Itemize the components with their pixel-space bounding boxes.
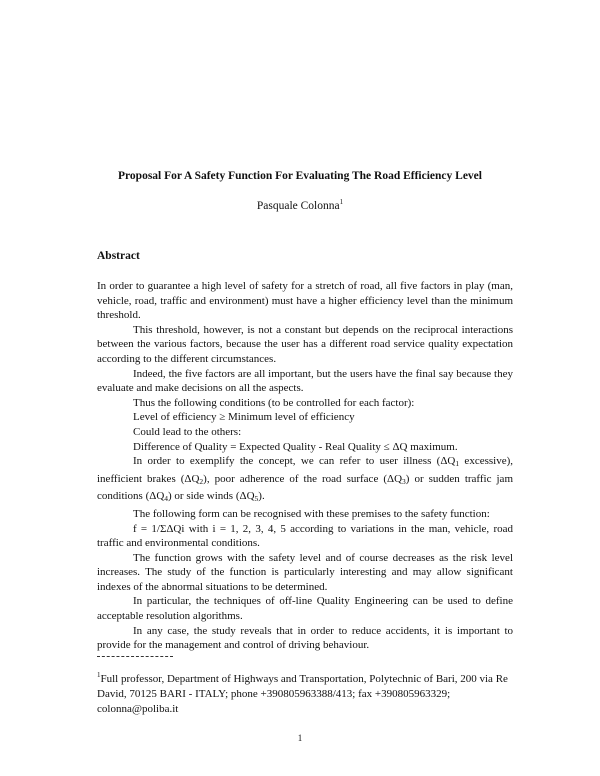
paragraph	[97, 454, 513, 507]
paragraph: The function grows with the safety level and of course decreases as the risk level increases. The study of the function is particularly interesting and may allow significant indexes of the abnormal situations to be determined.	[97, 551, 513, 593]
text-run: ).	[258, 490, 265, 503]
abstract-body	[97, 279, 513, 653]
condition-line: Level of efficiency ≥ Minimum level of efficiency	[133, 411, 355, 424]
paragraph: In order to guarantee a high level of safety for a stretch of road, all five factors in play (man, vehicle, road, traffic and environment) must have a higher efficiency level than the minimum threshold.	[97, 280, 513, 322]
paragraph: This threshold, however, is not a constant but depends on the reciprocal interactions between the various factors, because the user has a different road service quality expectation according to the different circumstances.	[97, 323, 513, 365]
subscript: 5	[254, 494, 259, 504]
author-footnote-mark: 1	[339, 198, 344, 206]
paragraph: Indeed, the five factors are all important, but the users have the final say because they evaluate and make decisions on all the aspects.	[97, 367, 513, 395]
text-run: ), poor adherence of the road surface (ΔQ	[203, 472, 403, 485]
subscript: 1	[455, 459, 460, 469]
text-run: ) or sudden traffic jam conditions (ΔQ	[97, 472, 514, 503]
paragraph: In any case, the study reveals that in order to reduce accidents, it is important to provide for the management and control of driving behaviour.	[97, 624, 513, 652]
paragraph: The following form can be recognised with these premises to the safety function:	[133, 507, 490, 520]
footnote-separator	[97, 656, 173, 657]
subscript: 3	[402, 476, 406, 486]
footnote	[97, 668, 513, 717]
condition-line: Difference of Quality = Expected Quality - Real Quality ≤ ΔQ maximum.	[133, 440, 458, 453]
page-number: 1	[297, 733, 303, 743]
text-run: excessive), inefficient brakes (ΔQ	[97, 455, 513, 485]
author-line	[0, 198, 600, 212]
paragraph: Thus the following conditions (to be controlled for each factor):	[133, 396, 415, 409]
footnote-mark: 1	[97, 671, 101, 679]
paragraph: Could lead to the others:	[133, 425, 242, 438]
author-name: Pasquale Colonna	[256, 200, 340, 212]
text-run: ) or side winds (ΔQ	[168, 490, 255, 503]
paper-title: Proposal For A Safety Function For Evaluating The Road Efficiency Level	[118, 170, 482, 182]
text-run: In order to exemplify the concept, we can refer to user illness (ΔQ	[133, 455, 456, 468]
formula-line: f = 1/ΣΔQi with i = 1, 2, 3, 4, 5 according to variations in the man, vehicle, road traffic and environmental conditions.	[97, 522, 513, 550]
paragraph: In particular, the techniques of off-line Quality Engineering can be used to define acceptable resolution algorithms.	[97, 595, 513, 623]
subscript: 4	[164, 494, 169, 504]
abstract-heading: Abstract	[97, 250, 140, 262]
footnote-text: Full professor, Department of Highways and Transportation, Polytechnic of Bari, 200 via Re David, 70125 BARI - ITALY; phone +390805963388/413; fax +390805963329; colonna@poliba.it	[97, 673, 508, 715]
subscript: 2	[199, 476, 204, 486]
